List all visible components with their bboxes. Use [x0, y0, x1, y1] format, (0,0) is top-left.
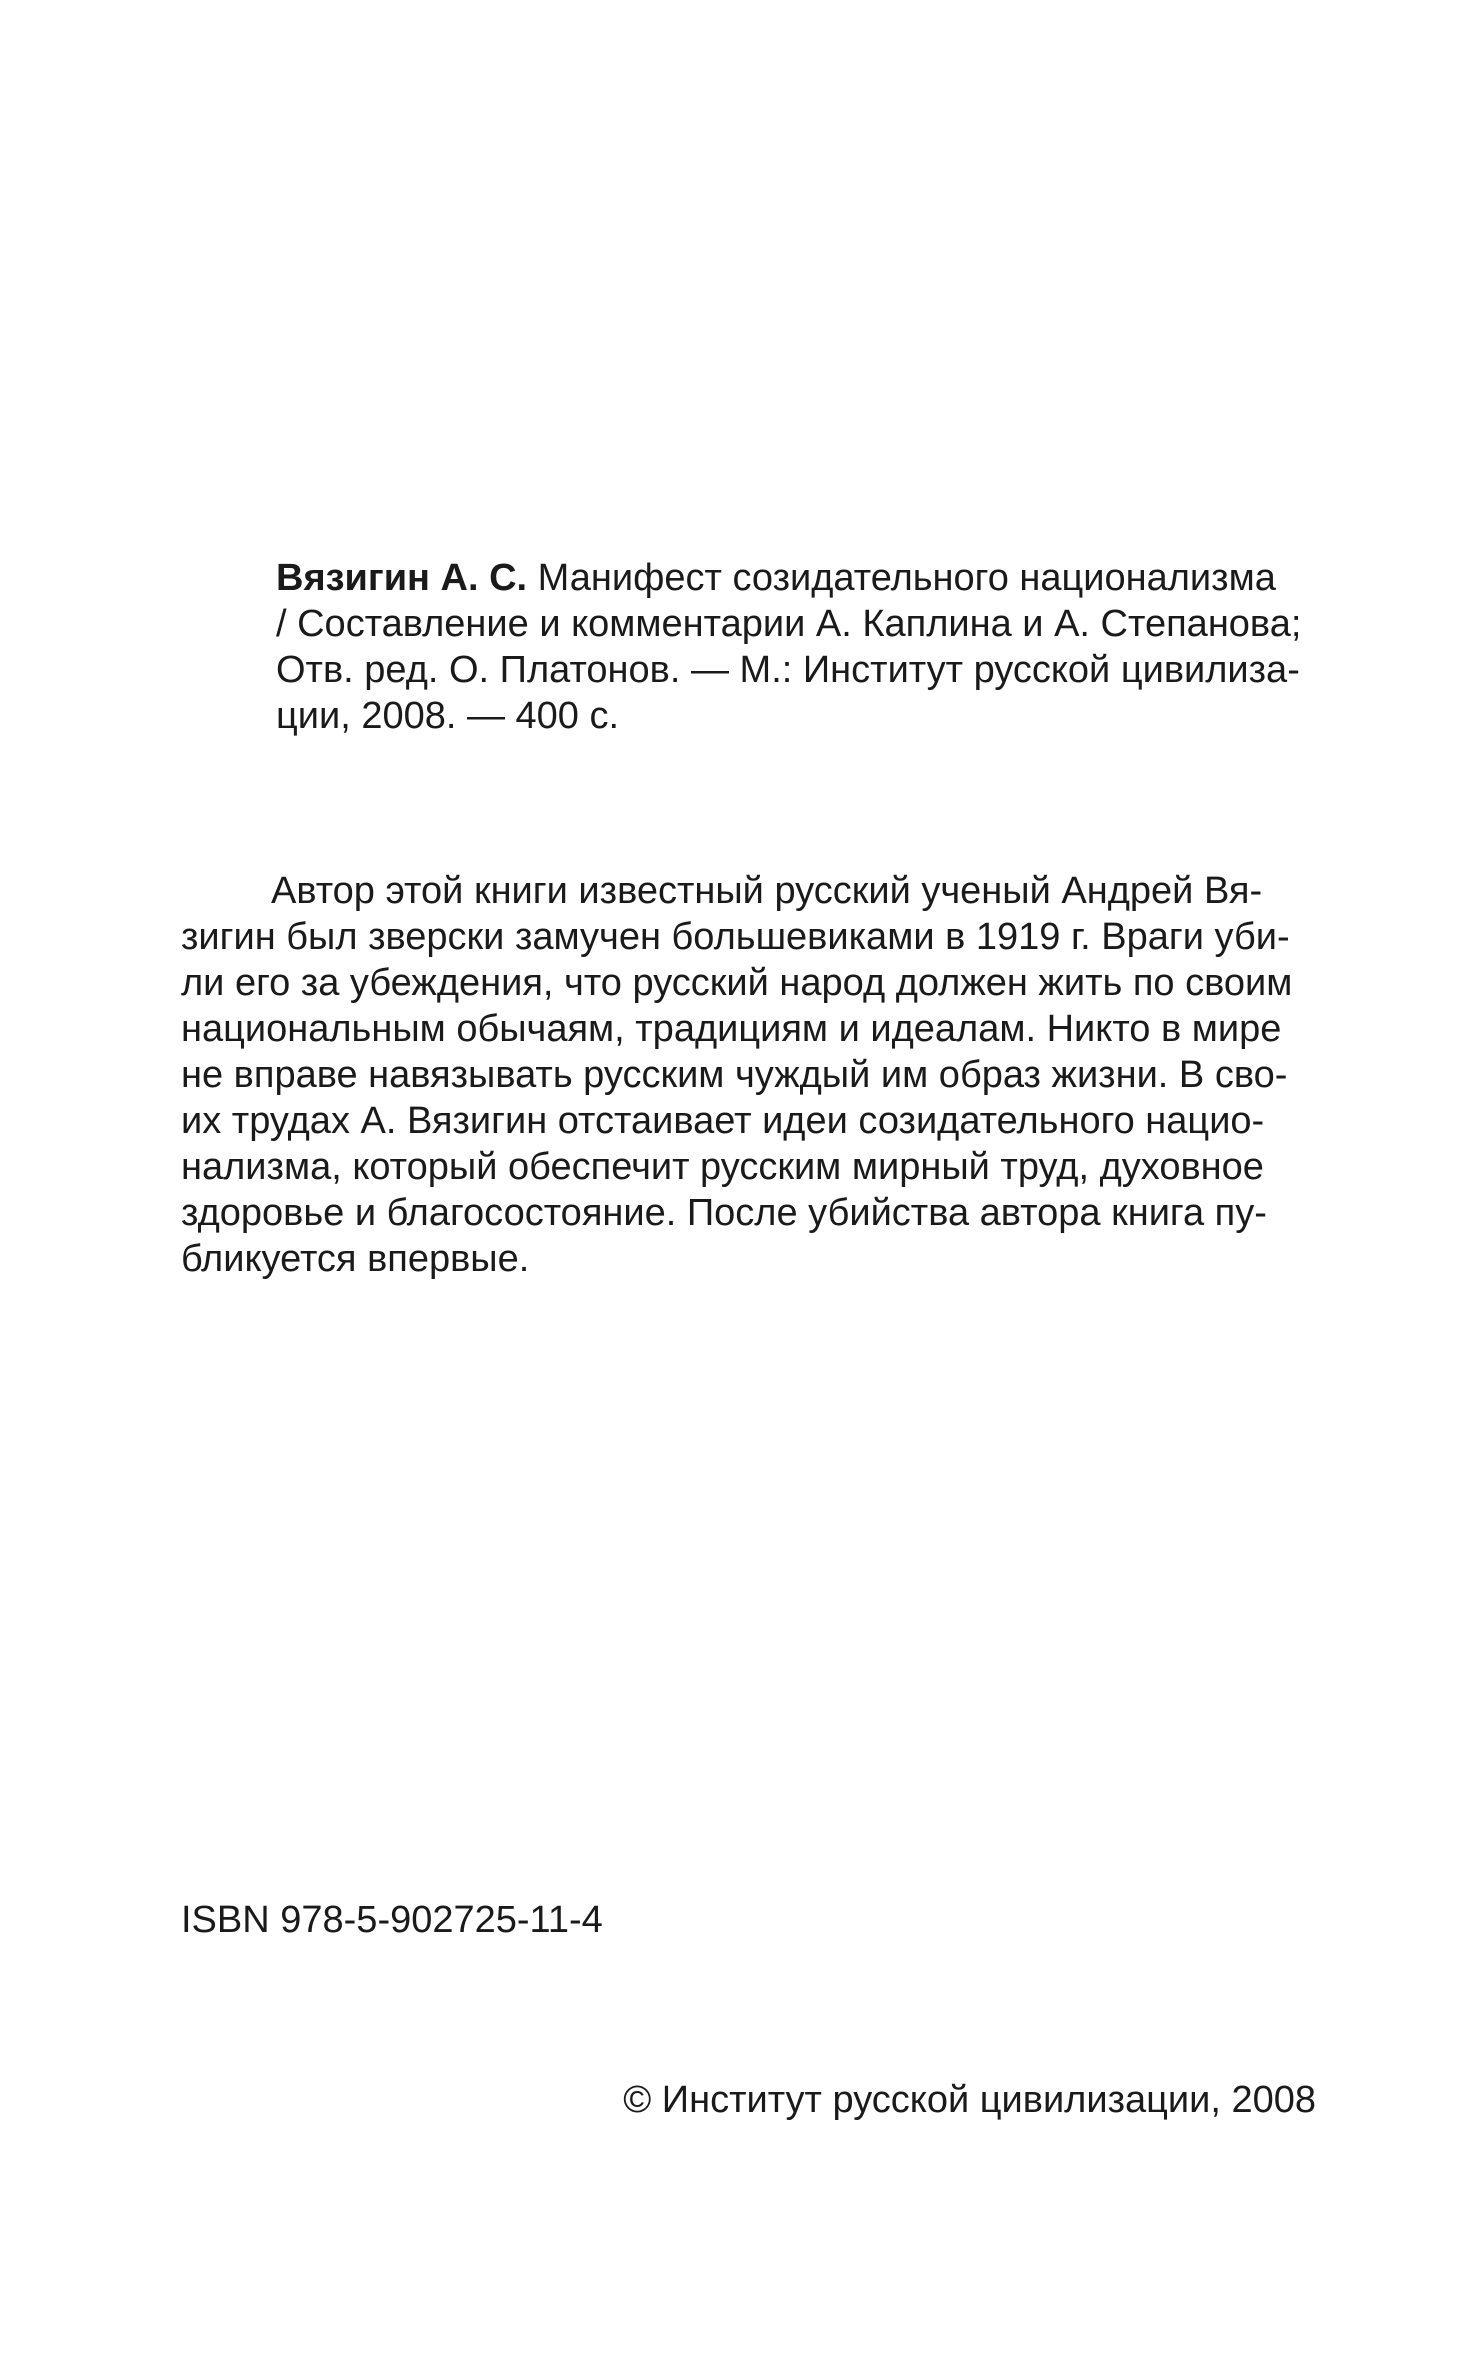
bib-line-4: ции, 2008. — 400 с. — [276, 695, 620, 737]
bib-line-3: Отв. ред. О. Платонов. — М.: Институт русской цивилиза- — [276, 649, 1300, 691]
annotation-line: Автор этой книги известный русский ученый Андрей Вя- — [271, 870, 1263, 912]
annotation-line: зигин был зверски замучен большевиками в 1919 г. Враги уби- — [181, 916, 1290, 958]
annotation-line: бликуется впервые. — [181, 1238, 530, 1280]
annotation-line: не вправе навязывать русским чуждый им образ жизни. В сво- — [181, 1054, 1288, 1096]
annotation-line: их трудах А. Вязигин отстаивает идеи созидательного нацио- — [181, 1100, 1265, 1142]
copyright-notice: © Институт русской цивилизации, 2008 — [623, 2079, 1316, 2121]
annotation-line: национальным обычаям, традициям и идеалам. Никто в мире — [181, 1008, 1282, 1050]
isbn: ISBN 978-5-902725-11-4 — [181, 1899, 603, 1941]
bib-title: Манифест созидательного национализма — [527, 557, 1276, 599]
annotation-line: ли его за убеждения, что русский народ должен жить по своим — [181, 962, 1293, 1004]
annotation-line: здоровье и благосостояние. После убийства автора книга пу- — [181, 1192, 1267, 1234]
bib-line-1 — [276, 555, 1316, 601]
annotation-line: нализма, который обеспечит русским мирный труд, духовное — [181, 1146, 1264, 1188]
bib-author: Вязигин А. С. — [276, 557, 528, 599]
bib-line-2: / Составление и комментарии А. Каплина и А. Степанова; — [276, 603, 1302, 645]
